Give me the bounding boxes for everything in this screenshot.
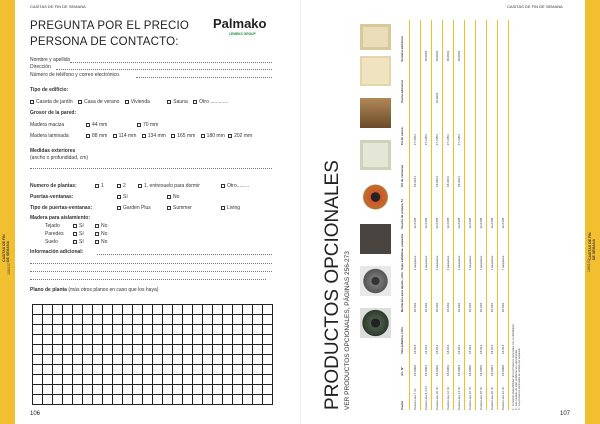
column-header: Art. Nº <box>399 366 404 376</box>
table-cell: Casita Lisa 22 m² <box>501 386 505 410</box>
floor-no[interactable]: No <box>95 239 107 245</box>
table-cell: 18-0201 <box>435 92 439 104</box>
table-cell: 18-0007 <box>490 364 494 376</box>
option-sauna[interactable]: Sauna <box>167 99 187 105</box>
table-cell: 18-014 <box>435 344 439 354</box>
table-cell: 18-0101 <box>413 175 417 187</box>
building-type-options <box>30 99 228 105</box>
left-edge-stripe <box>0 0 15 424</box>
door-type-label: Tipo de puertas-ventanas: <box>30 205 93 211</box>
table-cell: 4 paquetes <box>435 255 439 271</box>
option-165mm[interactable]: 165 mm <box>171 133 195 139</box>
option-doors-no[interactable]: No <box>167 194 179 200</box>
table-row <box>432 20 443 410</box>
table-row <box>465 20 476 410</box>
optional-products-title: PRODUCTOS OPCIONALES <box>322 160 343 410</box>
table-cell: 4 paquetes <box>446 255 450 271</box>
right-edge-stripe <box>585 0 600 424</box>
left-stripe-page: 106/107 <box>7 262 11 275</box>
table-cell: Casita Lisa 12 m² <box>446 386 450 410</box>
extra-door-image <box>360 56 391 86</box>
table-row <box>410 20 421 410</box>
page-gutter <box>300 0 301 424</box>
right-stripe-page: 106/107 <box>587 259 591 272</box>
table-cell: 18-019 <box>435 302 439 313</box>
table-cell: 18-019 <box>479 302 483 313</box>
optional-products-subtitle: VER PRODUCTOS OPCIONALES, PÁGINAS 256-273 <box>344 251 351 410</box>
optional-products-table <box>394 20 509 410</box>
column-header: Membrana para tejado, rollo <box>399 272 404 313</box>
table-row <box>454 20 465 410</box>
roof-no[interactable]: No <box>95 223 107 229</box>
table-cell: 18-014 <box>490 344 494 354</box>
column-header: Casita <box>399 400 404 410</box>
page-number-left: 106 <box>30 411 41 417</box>
column-header: Tejas asfálticas, paquetes <box>399 233 404 271</box>
floors-label: Numero de plantas: <box>30 183 77 189</box>
address-label: Dirección <box>30 64 51 70</box>
doors-label: Puertas-ventanas: <box>30 194 74 200</box>
additional-info-line-1[interactable] <box>97 254 272 255</box>
table-row <box>487 20 498 410</box>
column-header: Kit de sauna <box>399 127 404 146</box>
table-cell: 12-0105 <box>457 217 461 229</box>
table-row <box>476 20 487 410</box>
table-cell: 12-0105 <box>490 217 494 229</box>
table-cell: 6 paquetes <box>479 255 483 271</box>
table-cell: 18-0101 <box>435 175 439 187</box>
left-stripe-label: CASITAS DE FIN DE SEMANA <box>2 234 10 262</box>
table-cell: 18-0003 <box>446 364 450 376</box>
table-cell: 18-0000 <box>413 364 417 376</box>
table-cell: 18-019 <box>424 302 428 313</box>
table-cell: 12-0105 <box>479 217 483 229</box>
table-cell: 18-014 <box>479 344 483 354</box>
table-cell: 18-014 <box>424 344 428 354</box>
name-label: Nombre y apellido <box>30 57 71 63</box>
option-garden-shed[interactable]: Caseta de jardín <box>30 99 73 105</box>
option-202mm[interactable]: 202 mm <box>228 133 252 139</box>
table-cell: 18-0091 <box>435 50 439 62</box>
phone-email-field[interactable] <box>136 77 272 78</box>
table-cell: 18-0101 <box>446 175 450 187</box>
table-cell: 6 paquetes <box>490 255 494 271</box>
table-cell: 18-0005 <box>468 364 472 376</box>
floor-plan-grid[interactable] <box>32 304 273 405</box>
table-cell: 18-0091 <box>457 50 461 62</box>
table-cell: 17-1053 <box>424 134 428 146</box>
table-cell: 18-019 <box>468 302 472 313</box>
additional-info-label: Información adicional: <box>30 249 84 255</box>
table-cell: 18-0004 <box>457 364 461 376</box>
table-cell: 12-0105 <box>446 217 450 229</box>
option-living[interactable]: Living <box>221 205 240 211</box>
running-header: CASITAS DE FIN DE SEMANA <box>30 4 86 9</box>
option-134mm[interactable]: 134 mm <box>142 133 166 139</box>
floor-plan-label: Plano de planta (más otros planos en caso que los haya) <box>30 287 159 293</box>
table-cell: 18-019 <box>457 302 461 313</box>
table-cell: 18-019 <box>501 302 505 313</box>
laminated-options <box>86 133 252 139</box>
table-row <box>443 20 454 410</box>
option-180mm[interactable]: 180 mm <box>201 133 225 139</box>
walls-yes[interactable]: Sí <box>73 231 84 237</box>
table-cell: Casita Lisa 10 m² <box>435 386 439 410</box>
table-cell: 17-1053 <box>413 134 417 146</box>
table-cell: 12-0105 <box>468 217 472 229</box>
table-cell: 12-0105 <box>413 217 417 229</box>
footnote: 1 - Consultar disponibilidad de los productos opcionales con su distribuidor. <box>512 323 515 410</box>
table-cell: 5 paquetes <box>457 255 461 271</box>
option-dwelling[interactable]: Vivienda <box>125 99 150 105</box>
table-cell: Casita Lisa 8,4 m² <box>424 385 428 410</box>
option-other[interactable]: Otro ............. <box>193 99 228 105</box>
table-cell: 18-0002 <box>435 364 439 376</box>
table-cell: 17-1053 <box>457 134 461 146</box>
option-summer-house[interactable]: Casa de verano <box>78 99 119 105</box>
table-cell: 5 paquetes <box>468 255 472 271</box>
option-114mm[interactable]: 114 mm <box>113 133 137 139</box>
footnote: 2 - Las medidas de tejas asfálticas son aproximadas. <box>515 349 518 410</box>
table-cell: 18-014 <box>446 344 450 354</box>
option-44mm[interactable]: 44 mm <box>86 122 107 128</box>
table-cell: 17-1053 <box>435 134 439 146</box>
table-cell: 3 paquetes <box>413 255 417 271</box>
table-cell: Casita Lisa 7 m² <box>413 388 417 410</box>
roofing-roll-image <box>360 308 391 338</box>
table-cell: 18-014 <box>413 344 417 354</box>
table-cell: 17-1053 <box>446 134 450 146</box>
table-cell: 18-014 <box>457 344 461 354</box>
shingles-image <box>360 224 391 254</box>
additional-info-line-3[interactable] <box>30 271 272 272</box>
option-floors-other[interactable]: Otro......... <box>221 183 249 189</box>
table-header-row <box>394 20 410 410</box>
page-title: PREGUNTA POR EL PRECIO <box>30 20 190 32</box>
option-floors-2[interactable]: 2 <box>117 183 126 189</box>
table-cell: 18-019 <box>413 302 417 313</box>
additional-info-line-2[interactable] <box>30 263 272 264</box>
column-header: Puerta adicional <box>399 80 404 104</box>
column-header: Cuarto de pintura, 5 l <box>399 198 404 229</box>
table-cell: 12-0105 <box>424 217 428 229</box>
option-floors-1[interactable]: 1 <box>95 183 104 189</box>
running-header-right: CASITAS DE FIN DE SEMANA <box>507 4 563 9</box>
table-row <box>421 20 432 410</box>
option-garden-plus[interactable]: Garden Plus <box>117 205 151 211</box>
roof-label: Tejado <box>45 223 60 229</box>
walls-no[interactable]: No <box>95 231 107 237</box>
column-header: Tela asfáltica, rollo <box>399 327 404 354</box>
table-footnotes <box>512 323 521 410</box>
table-cell: 18-0001 <box>424 364 428 376</box>
table-cell: 18-0101 <box>457 175 461 187</box>
table-cell: 18-0008 <box>501 364 505 376</box>
option-88mm[interactable]: 88 mm <box>86 133 107 139</box>
column-header: Kit de ventanas <box>399 164 404 187</box>
table-cell: 18-014 <box>468 344 472 354</box>
name-field[interactable] <box>70 62 272 63</box>
optional-products-section <box>322 20 522 410</box>
contact-heading: PERSONA DE CONTACTO: <box>30 36 179 48</box>
sauna-kit-image <box>360 98 391 128</box>
table-cell: Casita Lisa 16 m² <box>468 386 472 410</box>
dimensions-sublabel: (ancho x profundidad, cm) <box>30 155 89 161</box>
roofing-felt-image <box>360 266 391 296</box>
lemeks-group-logo: LEMEKS GROUP <box>229 32 256 36</box>
table-row <box>498 20 509 410</box>
address-field[interactable] <box>56 69 272 70</box>
window-kit-image <box>360 140 391 170</box>
footnote: 3 - Los productos opcionales se venden por separado. <box>518 347 521 410</box>
table-cell: 12-0105 <box>501 217 505 229</box>
table-cell: 18-019 <box>490 302 494 313</box>
option-summer[interactable]: Summer <box>167 205 192 211</box>
table-cell: 18-019 <box>446 302 450 313</box>
table-cell: 12-0105 <box>435 217 439 229</box>
table-cell: 7 paquetes <box>501 255 505 271</box>
laminated-wood-label: Madera laminada <box>30 133 69 139</box>
column-header: Ventana adicional <box>399 36 404 62</box>
paint-can-image <box>360 182 391 212</box>
option-70mm[interactable]: 70 mm <box>137 122 158 128</box>
table-cell: Casita Lisa 18 m² <box>479 386 483 410</box>
right-stripe-label: CASITAS DE FIN DE SEMANA <box>588 232 596 260</box>
palmako-logo: Palmako <box>213 16 267 31</box>
floor-yes[interactable]: Sí <box>73 239 84 245</box>
table-cell: Casita Lisa 20 m² <box>490 386 494 410</box>
roof-yes[interactable]: Sí <box>73 223 84 229</box>
insulation-label: Madera para aislamiento: <box>30 215 91 221</box>
building-type-label: Tipo de edificio: <box>30 87 69 93</box>
dimensions-label: Medidas exteriores <box>30 148 76 154</box>
table-cell: 3 paquetes <box>424 255 428 271</box>
floor-label: Suelo <box>45 239 58 245</box>
page-number-right: 107 <box>560 411 571 417</box>
extra-window-image <box>360 24 391 50</box>
additional-info-line-4[interactable] <box>30 279 266 280</box>
walls-label: Paredes <box>45 231 64 237</box>
table-cell: 18-0091 <box>424 50 428 62</box>
table-cell: 18-014 <box>501 344 505 354</box>
table-cell: Casita Lisa 14 m² <box>457 386 461 410</box>
option-floors-loft[interactable]: 1, entresuelo para dormir <box>138 183 200 189</box>
phone-email-label: Número de teléfono y correo electrónico. <box>30 72 121 78</box>
solid-wood-label: Madera maciza <box>30 122 65 128</box>
option-doors-yes[interactable]: Sí <box>117 194 128 200</box>
table-cell: 18-0006 <box>479 364 483 376</box>
dimensions-field[interactable] <box>30 168 272 169</box>
wall-thickness-label: Grosor de la pared: <box>30 110 77 116</box>
table-cell: 18-0091 <box>446 50 450 62</box>
